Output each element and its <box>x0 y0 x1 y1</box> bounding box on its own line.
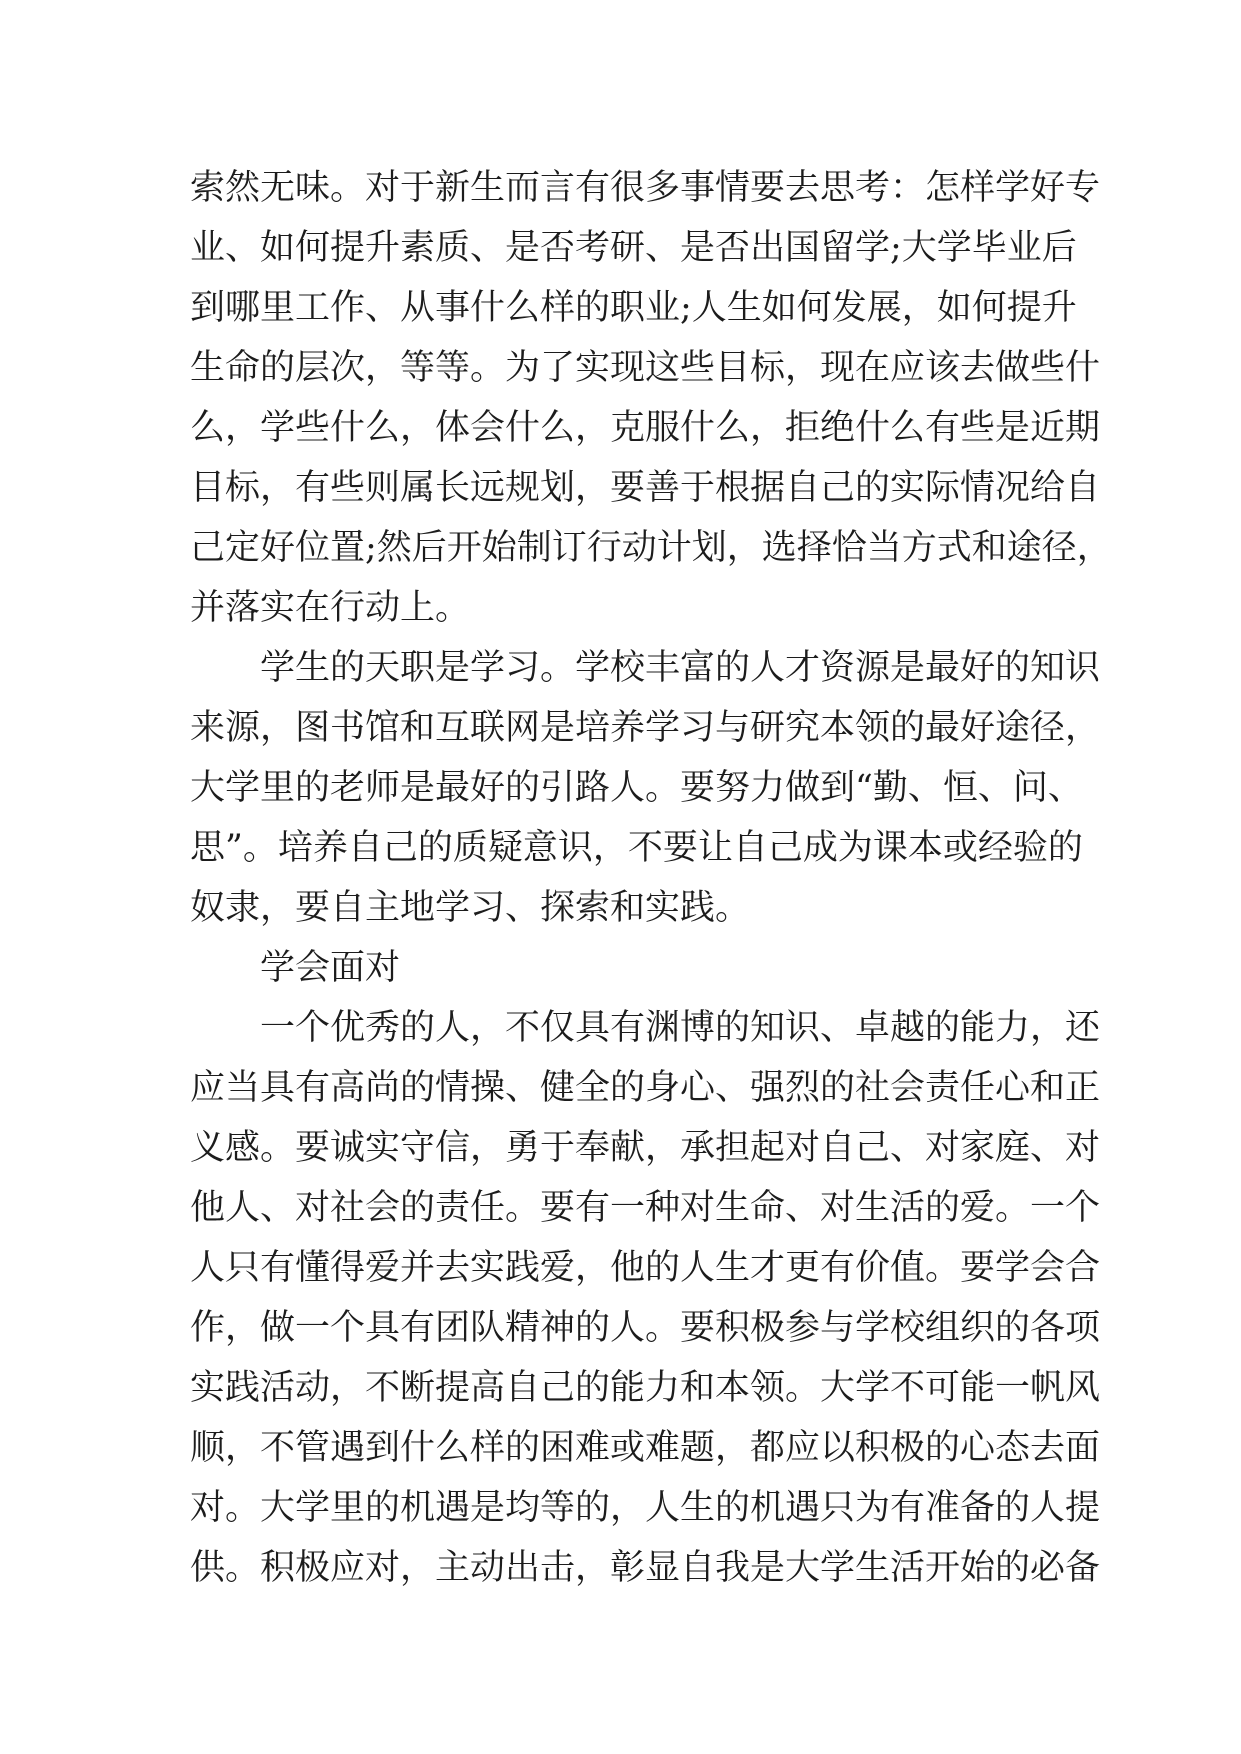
text-line: 实践活动，不断提高自己的能力和本领。大学不可能一帆风 <box>190 1368 1101 1408</box>
text-line: 作，做一个具有团队精神的人。要积极参与学校组织的各项 <box>190 1308 1101 1348</box>
text-line: 么，学些什么，体会什么，克服什么，拒绝什么有些是近期 <box>190 408 1101 448</box>
text-line: 并落实在行动上。 <box>190 588 471 628</box>
text-line: 对。大学里的机遇是均等的，人生的机遇只为有准备的人提 <box>190 1488 1101 1528</box>
text-line: 顺，不管遇到什么样的困难或难题，都应以积极的心态去面 <box>190 1428 1101 1468</box>
text-line: 供。积极应对，主动出击，彰显自我是大学生活开始的必备 <box>190 1548 1101 1588</box>
text-line: 大学里的老师是最好的引路人。要努力做到“勤、恒、问、 <box>190 768 1083 808</box>
text-line: 到哪里工作、从事什么样的职业;人生如何发展，如何提升 <box>190 288 1077 328</box>
paragraph-start-line: 学生的天职是学习。学校丰富的人才资源是最好的知识 <box>260 648 1101 688</box>
text-line: 他人、对社会的责任。要有一种对生命、对生活的爱。一个 <box>190 1188 1101 1228</box>
text-line: 义感。要诚实守信，勇于奉献，承担起对自己、对家庭、对 <box>190 1128 1101 1168</box>
text-line: 奴隶，要自主地学习、探索和实践。 <box>190 888 751 928</box>
text-line: 应当具有高尚的情操、健全的身心、强烈的社会责任心和正 <box>190 1068 1101 1108</box>
section-heading: 学会面对 <box>260 948 401 988</box>
paragraph-start-line: 一个优秀的人，不仅具有渊博的知识、卓越的能力，还 <box>260 1008 1101 1048</box>
text-line: 索然无味。对于新生而言有很多事情要去思考：怎样学好专 <box>190 168 1101 208</box>
text-line: 目标，有些则属长远规划，要善于根据自己的实际情况给自 <box>190 468 1101 508</box>
text-line: 己定好位置;然后开始制订行动计划，选择恰当方式和途径， <box>190 528 1112 568</box>
body-text <box>190 158 1112 1598</box>
text-line: 业、如何提升素质、是否考研、是否出国留学;大学毕业后 <box>190 228 1077 268</box>
text-line: 来源，图书馆和互联网是培养学习与研究本领的最好途径， <box>190 708 1101 748</box>
text-line: 人只有懂得爱并去实践爱，他的人生才更有价值。要学会合 <box>190 1248 1101 1288</box>
text-line: 生命的层次，等等。为了实现这些目标，现在应该去做些什 <box>190 348 1101 388</box>
text-line: 思”。培养自己的质疑意识，不要让自己成为课本或经验的 <box>190 828 1083 868</box>
